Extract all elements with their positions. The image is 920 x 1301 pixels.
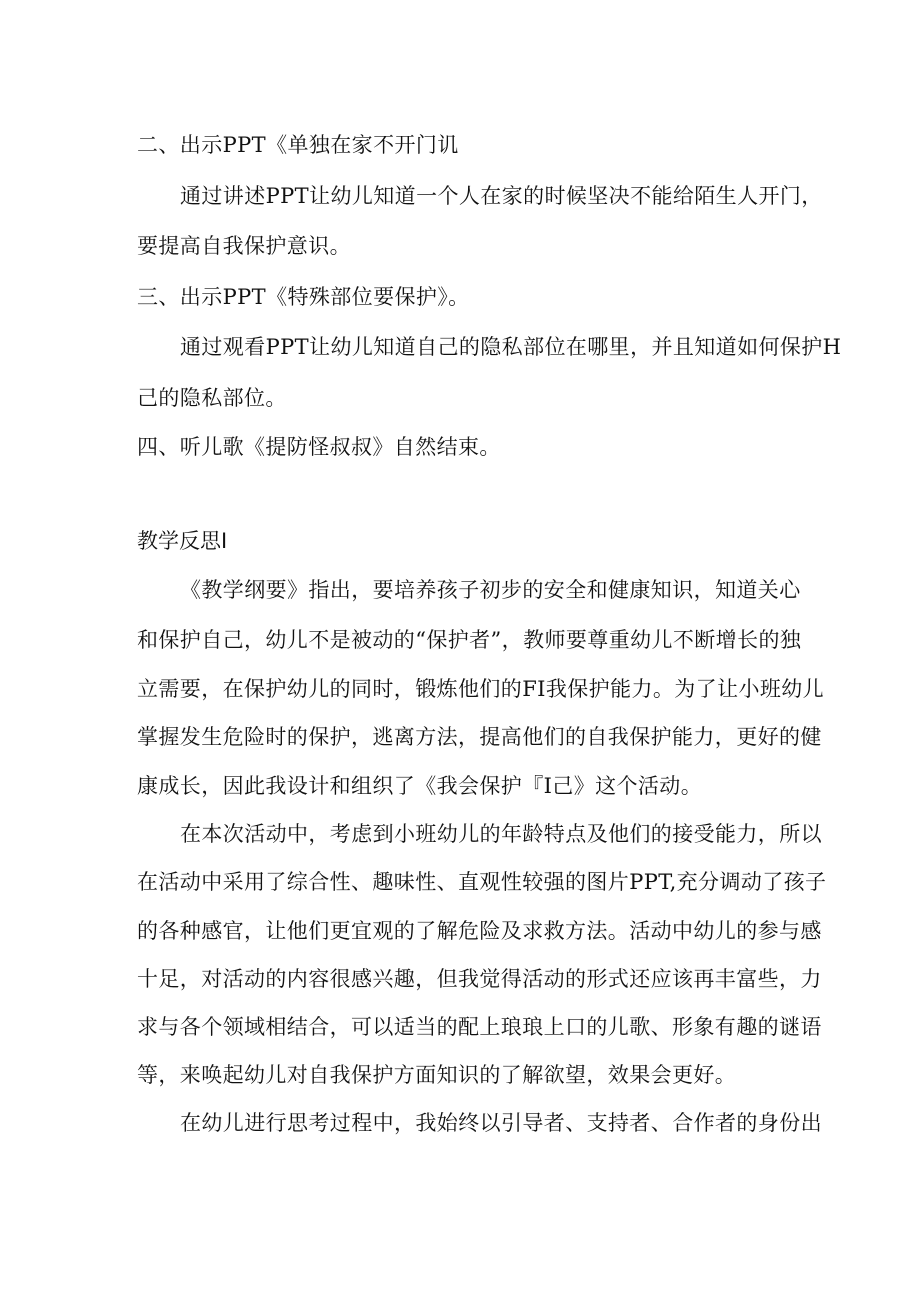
- reflection-paragraph-2-line-6: 等，来唤起幼儿对自我保护方面知识的了解欲望，效果会更好。: [137, 1063, 737, 1087]
- reflection-paragraph-2-line-2: 在活动中采用了综合性、趣味性、直观性较强的图片PPT,充分调动了孩子: [137, 870, 827, 894]
- reflection-paragraph-2-line-4: 十足，对活动的内容很感兴趣，但我觉得活动的形式还应该再丰富些，力: [137, 967, 822, 991]
- section-3-paragraph-line-2: 己的隐私部位。: [137, 386, 287, 410]
- reflection-heading: 教学反思I: [137, 529, 228, 553]
- section-title-2: 二、出示PPT《单独在家不开门讥: [137, 133, 459, 157]
- section-title-3: 三、出示PPT《特殊部位要保护》。: [137, 285, 470, 309]
- reflection-paragraph-2-line-1: 在本次活动中，考虑到小班幼儿的年龄特点及他们的接受能力，所以: [180, 822, 822, 846]
- reflection-paragraph-1-line-4: 掌握发生危险时的保护，逃离方法，提高他们的自我保护能力，更好的健: [137, 725, 822, 749]
- reflection-paragraph-1-line-2: 和保护自己，幼儿不是被动的“保护者”，教师要尊重幼儿不断增长的独: [137, 628, 802, 652]
- reflection-paragraph-2-line-3: 的各种感官，让他们更宜观的了解危险及求救方法。活动中幼儿的参与感: [137, 919, 822, 943]
- reflection-paragraph-3-line-1: 在幼儿进行思考过程中，我始终以引导者、支持者、合作者的身份出: [180, 1111, 822, 1135]
- reflection-paragraph-1-line-1: 《教学纲要》指出，要培养孩子初步的安全和健康知识，知道关心: [180, 578, 801, 602]
- section-2-paragraph-line-1: 通过讲述PPT让幼儿知道一个人在家的时候坚决不能给陌生人开门，: [180, 184, 823, 208]
- reflection-paragraph-2-line-5: 求与各个领域相结合，可以适当的配上琅琅上口的儿歌、形象有趣的谜语: [137, 1015, 822, 1039]
- section-3-paragraph-line-1: 通过观看PPT让幼儿知道自己的隐私部位在哪里，并且知道如何保护H: [180, 335, 842, 359]
- section-2-paragraph-line-2: 要提高自我保护意识。: [137, 234, 351, 258]
- reflection-paragraph-1-line-5: 康成长，因此我设计和组织了《我会保护『I己》这个活动。: [137, 774, 703, 798]
- section-title-4: 四、听儿歌《提防怪叔叔》自然结束。: [137, 435, 501, 459]
- reflection-paragraph-1-line-3: 立需要，在保护幼儿的同时，锻炼他们的FI我保护能力。为了让小班幼儿: [137, 677, 825, 701]
